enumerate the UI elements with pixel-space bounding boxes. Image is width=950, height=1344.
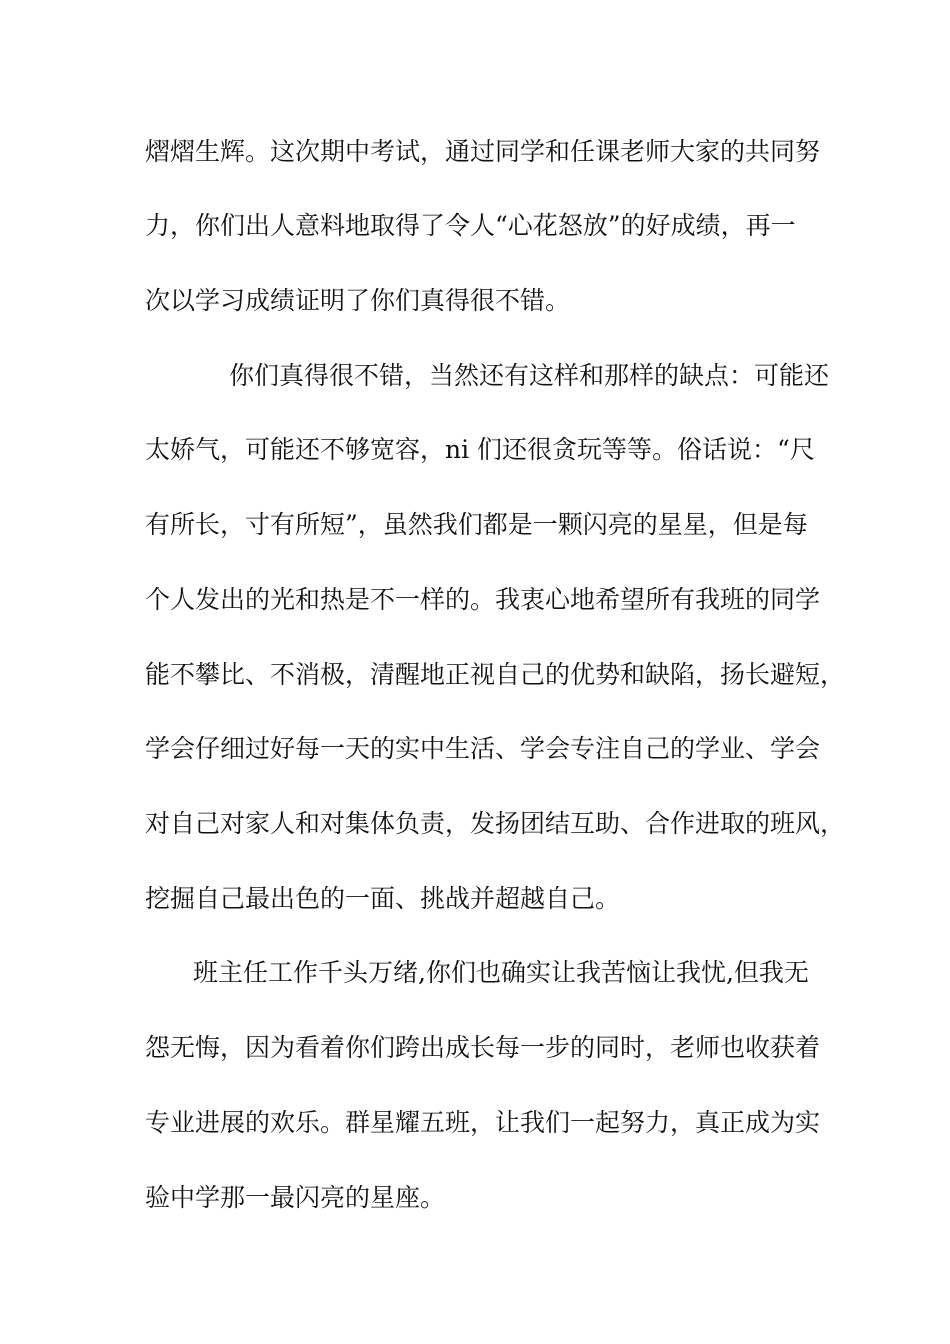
paragraph-3-line-2: 怨无悔，因为看着你们跨出成长每一步的同时，老师也收获着 — [145, 1033, 821, 1062]
paragraph-1-line-3: 次以学习成绩证明了你们真得很不错。 — [145, 286, 571, 315]
paragraph-2-line-3: 有所长，寸有所短”，虽然我们都是一颗闪亮的星星，但是每 — [145, 510, 808, 539]
paragraph-3-line-4: 验中学那一最闪亮的星座。 — [145, 1183, 446, 1212]
paragraph-2-line-1: 你们真得很不错，当然还有这样和那样的缺点：可能还 — [229, 361, 830, 390]
paragraph-2-line-4: 个人发出的光和热是不一样的。我衷心地希望所有我班的同学 — [145, 585, 821, 614]
paragraph-2-line-6: 学会仔细过好每一天的实中生活、学会专注自己的学业、学会 — [145, 734, 821, 763]
paragraph-3-line-1: 班主任工作千头万绪,你们也确实让我苦恼让我忧,但我无 — [193, 958, 809, 987]
paragraph-1-line-2: 力，你们出人意料地取得了令人“心花怒放”的好成绩，再一 — [145, 211, 796, 240]
paragraph-1-line-1: 熠熠生辉。这次期中考试，通过同学和任课老师大家的共同努 — [145, 137, 821, 166]
paragraph-3-line-3: 专业进展的欢乐。群星耀五班，让我们一起努力，真正成为实 — [145, 1108, 821, 1137]
paragraph-2-line-2: 太娇气，可能还不够宽容，ni 们还很贪玩等等。俗话说：“尺 — [145, 435, 815, 464]
paragraph-2-line-5: 能不攀比、不消极，清醒地正视自己的优势和缺陷，扬长避短， — [145, 660, 846, 689]
paragraph-2-line-7: 对自己对家人和对集体负责，发扬团结互助、合作进取的班风， — [145, 809, 846, 838]
paragraph-2-line-8: 挖掘自己最出色的一面、挑战并超越自己。 — [145, 884, 621, 913]
